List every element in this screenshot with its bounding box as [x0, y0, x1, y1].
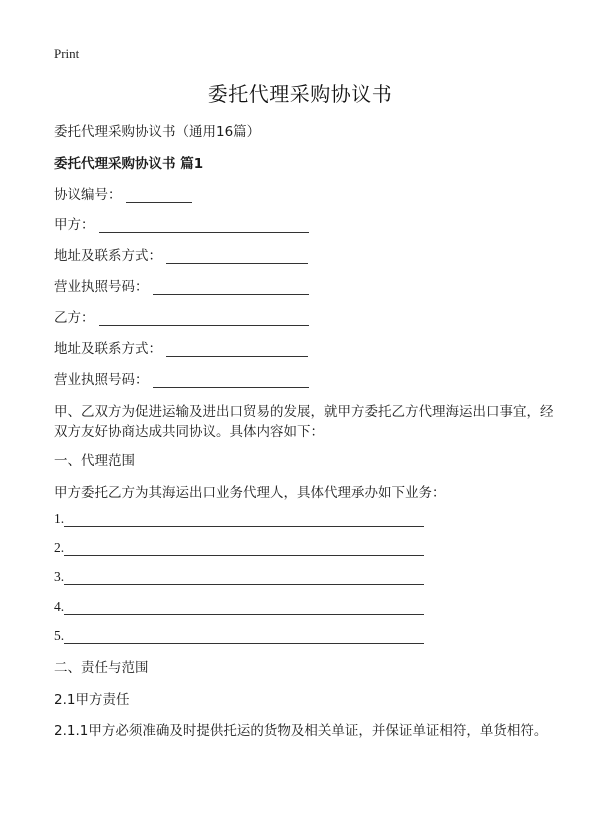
document-title: 委托代理采购协议书 [207, 82, 393, 106]
party-a-license-blank[interactable] [153, 280, 309, 295]
party-b-address-blank[interactable] [166, 342, 308, 357]
intro-paragraph: 甲、乙双方为促进运输及进出口贸易的发展，就甲方委托乙方代理海运出口事宜，经双方友好协商达成共同协议。具体内容如下： [54, 404, 554, 440]
item-number: 1. [54, 511, 65, 526]
field-label: 乙方： [54, 310, 95, 326]
field-party-a-license [54, 275, 309, 295]
field-party-b-license [54, 368, 309, 388]
party-a-address-blank[interactable] [166, 249, 308, 264]
party-a-blank[interactable] [99, 218, 309, 233]
field-label: 地址及联系方式： [54, 248, 162, 264]
print-link[interactable]: Print [54, 46, 80, 61]
scope-item-4 [54, 599, 424, 615]
section-1-text: 甲方委托乙方为其海运出口业务代理人，具体代理承办如下业务： [54, 485, 446, 501]
field-party-a [54, 213, 309, 233]
scope-item-4-blank[interactable] [64, 600, 424, 615]
field-party-a-address [54, 244, 308, 264]
scope-item-3-blank[interactable] [64, 570, 424, 585]
field-label: 地址及联系方式： [54, 341, 162, 357]
field-party-b [54, 306, 309, 326]
field-label: 营业执照号码： [54, 279, 149, 295]
field-agreement-number [54, 183, 192, 203]
section-2-heading: 二、责任与范围 [54, 660, 149, 676]
agreement-number-blank[interactable] [126, 188, 192, 203]
section-1-heading: 一、代理范围 [54, 453, 135, 469]
scope-item-5 [54, 628, 424, 644]
item-number: 4. [54, 599, 65, 614]
section-2-subheading: 2.1甲方责任 [54, 692, 130, 708]
party-b-blank[interactable] [99, 311, 309, 326]
scope-item-1-blank[interactable] [64, 512, 424, 527]
field-label: 协议编号： [54, 187, 122, 203]
scope-item-1 [54, 511, 424, 527]
field-label: 营业执照号码： [54, 372, 149, 388]
section-title: 委托代理采购协议书 篇1 [54, 156, 204, 172]
scope-item-2-blank[interactable] [64, 541, 424, 556]
document-subtitle: 委托代理采购协议书（通用16篇） [54, 124, 261, 140]
party-b-license-blank[interactable] [153, 373, 309, 388]
item-number: 3. [54, 569, 65, 584]
item-number: 2. [54, 540, 65, 555]
field-party-b-address [54, 337, 308, 357]
section-2-clause: 2.1.1甲方必须准确及时提供托运的货物及相关单证，并保证单证相符，单货相符。 [54, 723, 548, 739]
scope-item-3 [54, 569, 424, 585]
item-number: 5. [54, 628, 65, 643]
field-label: 甲方： [54, 217, 95, 233]
scope-item-2 [54, 540, 424, 556]
scope-item-5-blank[interactable] [64, 629, 424, 644]
